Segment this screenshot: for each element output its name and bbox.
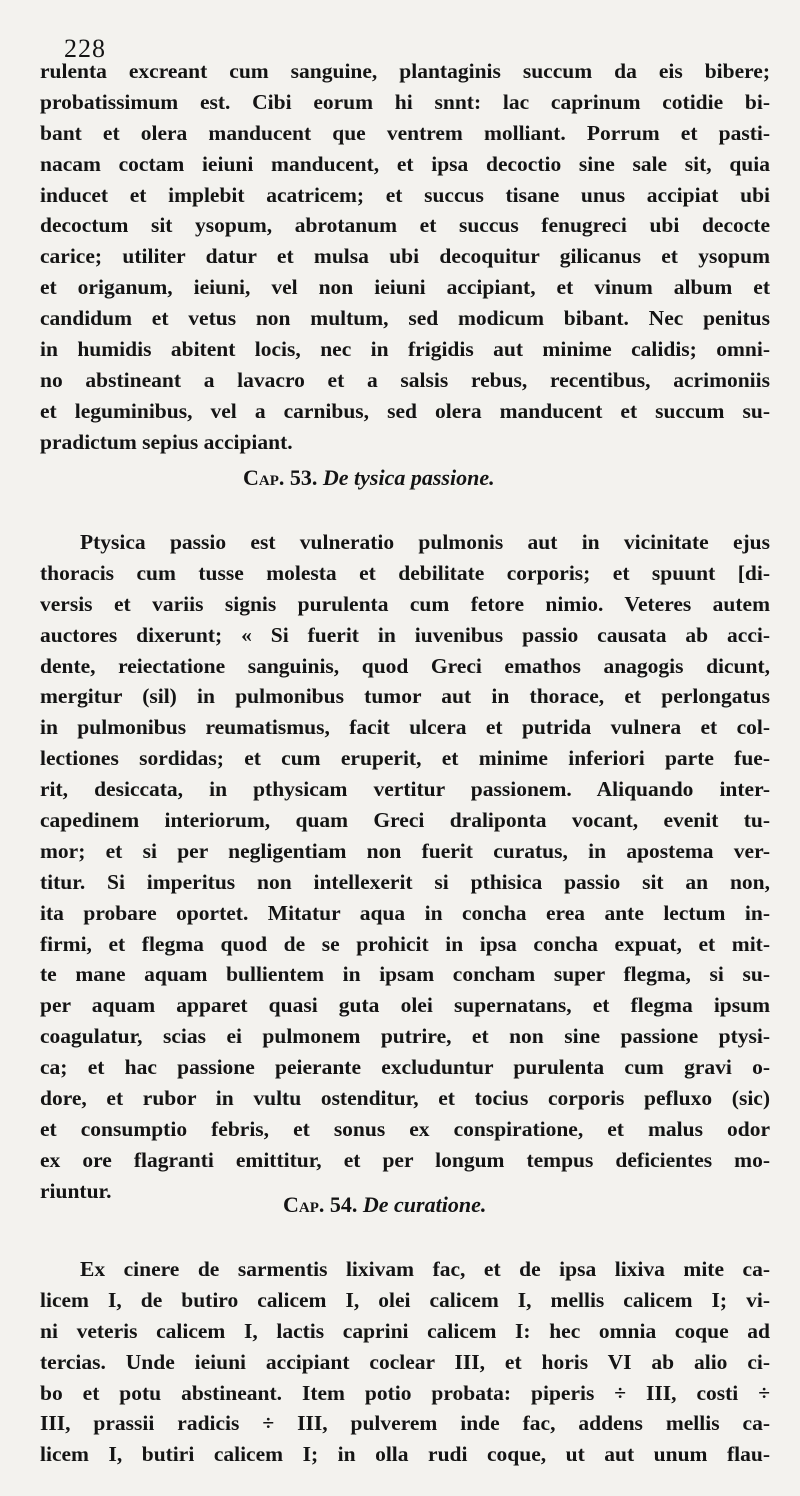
text-line: no abstineant a lavacro et a salsis rebus, recentibus, acrimoniis xyxy=(40,367,770,392)
text-line: Ptysica passio est vulneratio pulmonis aut in vicinitate ejus xyxy=(80,530,770,554)
page-number: 228 xyxy=(64,34,106,63)
text-line: et origanum, ieiuni, vel non ieiuni accipiant, et vinum album et xyxy=(40,275,770,300)
text-line: dore, et rubor in vultu ostenditur, et tocius corporis pefluxo (sic) xyxy=(40,1086,770,1111)
text-line: carice; utiliter datur et mulsa ubi decoquitur gilicanus et ysopum xyxy=(40,244,770,269)
text-line: et consumptio febris, et sonus ex conspiratione, et malus odor xyxy=(40,1116,770,1141)
chapter-label: Cap. 53. xyxy=(243,465,318,490)
text-line: in pulmonibus reumatismus, facit ulcera et putrida vulnera et col- xyxy=(40,715,770,740)
text-line: Ex cinere de sarmentis lixivam fac, et de ipsa lixiva mite ca- xyxy=(80,1257,770,1281)
section-3-text xyxy=(40,1254,770,1470)
text-line: mor; et si per negligentiam non fuerit curatus, in apostema ver- xyxy=(40,838,770,863)
text-line: per aquam apparet quasi guta olei supernatans, et flegma ipsum xyxy=(40,993,770,1018)
text-line: auctores dixerunt; « Si fuerit in iuvenibus passio causata ab acci- xyxy=(40,622,770,647)
chapter-heading-54 xyxy=(283,1192,486,1218)
text-line: in humidis abitent locis, nec in frigidis aut minime calidis; omni- xyxy=(40,337,770,362)
text-line: titur. Si imperitus non intellexerit si pthisica passio sit an non, xyxy=(40,869,770,894)
text-line: bo et potu abstineant. Item potio probata: piperis ÷ III, costi ÷ xyxy=(40,1380,770,1405)
text-line: thoracis cum tusse molesta et debilitate corporis; et spuunt [di- xyxy=(40,560,770,585)
text-line: bant et olera manducent que ventrem molliant. Porrum et pasti- xyxy=(40,120,770,145)
text-line: te mane aquam bullientem in ipsam concham super flegma, si su- xyxy=(40,962,770,987)
text-line: dente, reiectatione sanguinis, quod Greci emathos anagogis dicunt, xyxy=(40,653,770,678)
text-line: ex ore flagranti emittitur, et per longum tempus deficientes mo- xyxy=(40,1147,770,1172)
text-line: candidum et vetus non multum, sed modicum bibant. Nec penitus xyxy=(40,306,770,331)
text-line: licem I, de butiro calicem I, olei calicem I, mellis calicem I; vi- xyxy=(40,1287,770,1312)
text-line: rit, desiccata, in pthysicam vertitur passionem. Aliquando inter- xyxy=(40,777,770,802)
chapter-title: De curatione. xyxy=(362,1192,487,1217)
text-line: inducet et implebit acatricem; et succus tisane unus accipiat ubi xyxy=(40,182,770,207)
text-line: versis et variis signis purulenta cum fetore nimio. Veteres autem xyxy=(40,591,770,616)
text-line: pradictum sepius accipiant. xyxy=(40,429,293,454)
text-line: firmi, et flegma quod de se prohicit in ipsa concha expuat, et mit- xyxy=(40,931,770,956)
text-line: ca; et hac passione peierante excluduntur purulenta cum gravi o- xyxy=(40,1055,770,1080)
chapter-heading-53 xyxy=(243,465,495,491)
text-line: et leguminibus, vel a carnibus, sed olera manducent et succum su- xyxy=(40,398,770,423)
text-line: capedinem interiorum, quam Greci draliponta vocant, evenit tu- xyxy=(40,808,770,833)
text-line: ni veteris calicem I, lactis caprini calicem I: hec omnia coque ad xyxy=(40,1318,770,1343)
text-line: tercias. Unde ieiuni accipiant coclear III, et horis VI ab alio ci- xyxy=(40,1349,770,1374)
text-line: decoctum sit ysopum, abrotanum et succus fenugreci ubi decocte xyxy=(40,213,770,238)
text-line: nacam coctam ieiuni manducent, et ipsa decoctio sine sale sit, quia xyxy=(40,151,770,176)
text-line: mergitur (sil) in pulmonibus tumor aut in thorace, et perlongatus xyxy=(40,684,770,709)
text-line: coagulatur, scias ei pulmonem putrire, et non sine passione ptysi- xyxy=(40,1024,770,1049)
section-1-text xyxy=(40,56,770,458)
chapter-label: Cap. 54. xyxy=(283,1192,358,1217)
text-line: III, prassii radicis ÷ III, pulverem inde fac, addens mellis ca- xyxy=(40,1411,770,1436)
text-line: lectiones sordidas; et cum eruperit, et minime inferiori parte fue- xyxy=(40,746,770,771)
section-2-text xyxy=(40,527,770,1207)
text-line: riuntur. xyxy=(40,1178,112,1203)
text-line: rulenta excreant cum sanguine, plantaginis succum da eis bibere; xyxy=(40,59,770,83)
text-line: ita probare oportet. Mitatur aqua in concha erea ante lectum in- xyxy=(40,900,770,925)
text-line: licem I, butiri calicem I; in olla rudi coque, ut aut unum flau- xyxy=(40,1442,770,1467)
chapter-title: De tysica passione. xyxy=(322,465,495,490)
text-line: probatissimum est. Cibi eorum hi snnt: lac caprinum cotidie bi- xyxy=(40,89,770,114)
